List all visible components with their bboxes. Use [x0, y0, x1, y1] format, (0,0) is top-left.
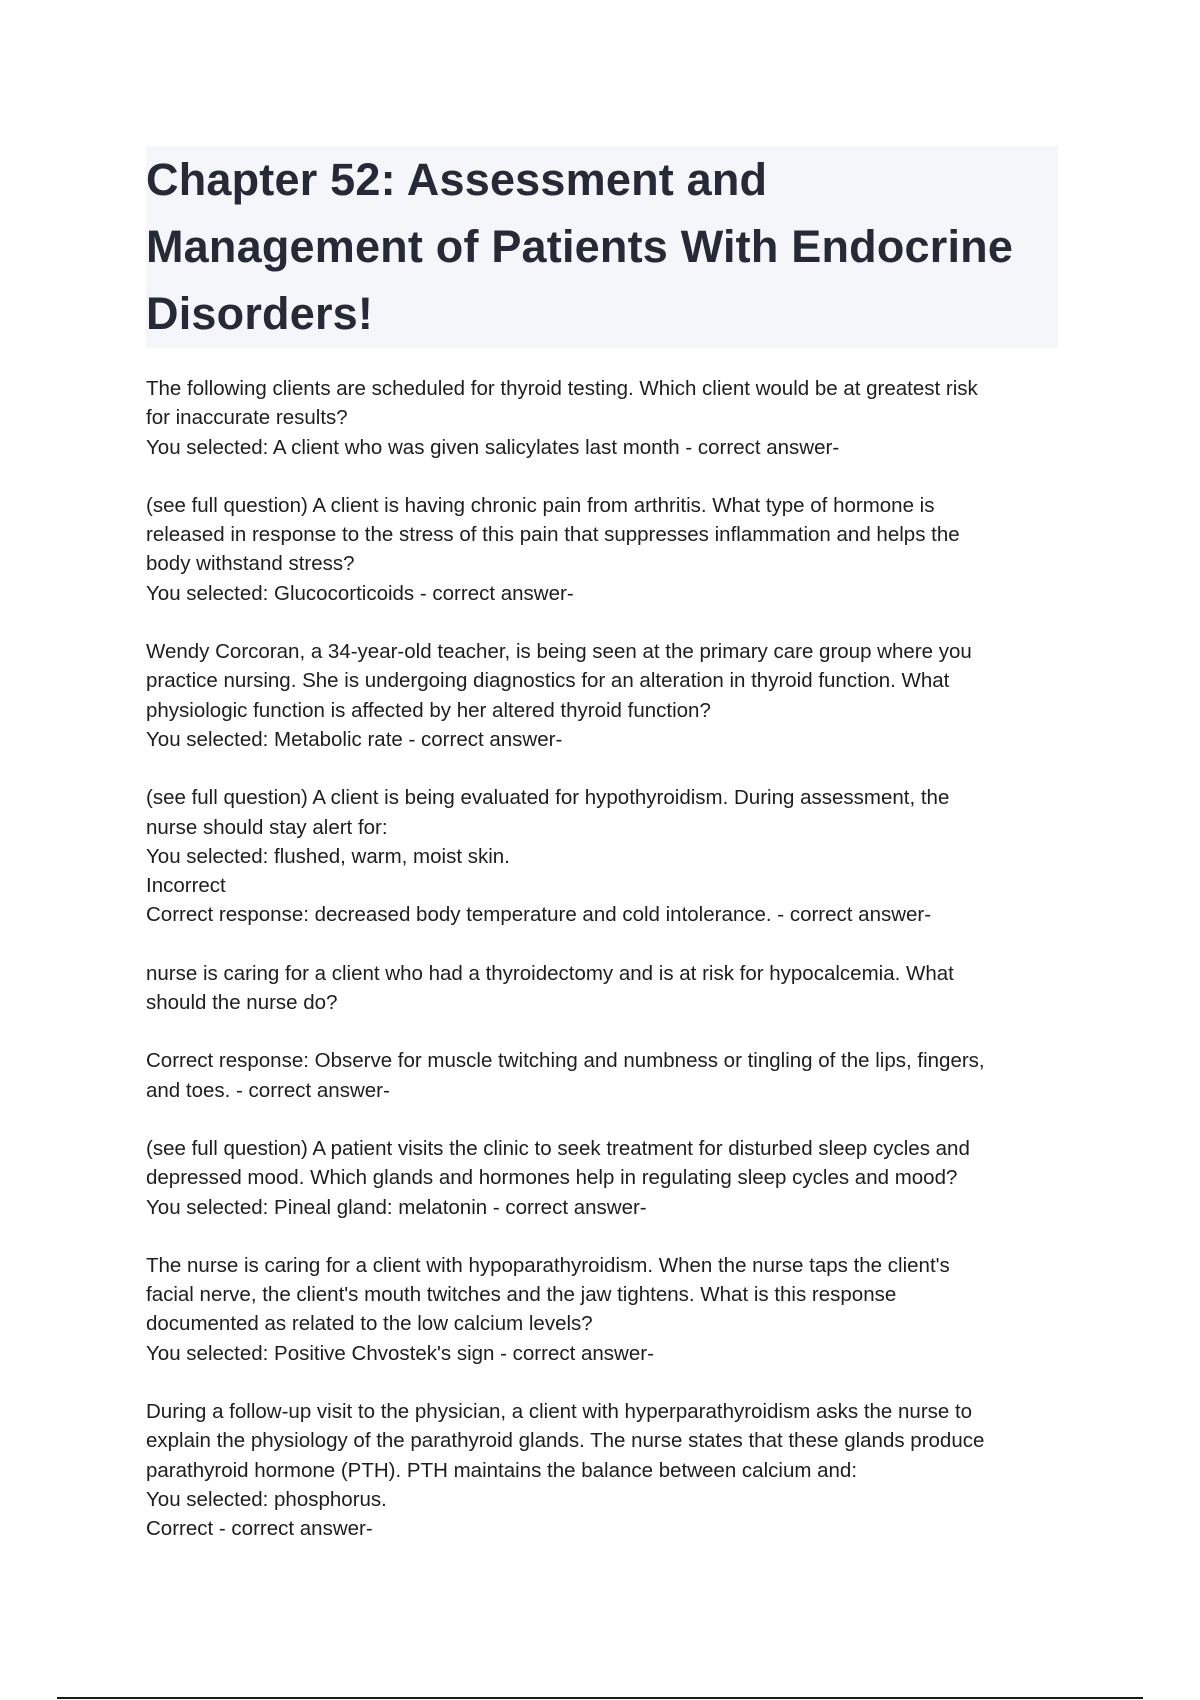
question-item [146, 1397, 1066, 1543]
question-text-line: documented as related to the low calcium levels? [146, 1312, 593, 1336]
question-item [146, 783, 1066, 929]
answer-line: You selected: Metabolic rate - correct answer- [146, 727, 563, 751]
question-text-line: parathyroid hormone (PTH). PTH maintains the balance between calcium and: [146, 1458, 858, 1482]
question-text-line: (see full question) A client is having chronic pain from arthritis. What type of hormone is [146, 493, 935, 517]
question-item [146, 637, 1066, 754]
question-text-line: The nurse is caring for a client with hypoparathyroidism. When the nurse taps the client's [146, 1253, 950, 1277]
answer-line: and toes. - correct answer- [146, 1078, 390, 1102]
question-text-line: depressed mood. Which glands and hormones help in regulating sleep cycles and mood? [146, 1166, 958, 1190]
title-line: Chapter 52: Assessment and [146, 154, 768, 205]
question-text-line: body withstand stress? [146, 552, 355, 576]
question-list [146, 374, 1066, 1573]
question-text-line: nurse is caring for a client who had a thyroidectomy and is at risk for hypocalcemia. What [146, 961, 954, 985]
question-text-line: physiologic function is affected by her altered thyroid function? [146, 698, 711, 722]
answer-line: You selected: A client who was given salicylates last month - correct answer- [146, 435, 840, 459]
question-text-line: released in response to the stress of this pain that suppresses inflammation and helps the [146, 523, 960, 547]
footer-divider [57, 1697, 1143, 1699]
result-line: Correct - correct answer- [146, 1517, 373, 1541]
question-text-line: for inaccurate results? [146, 406, 348, 430]
answer-line: Correct response: Observe for muscle twitching and numbness or tingling of the lips, fingers, [146, 1049, 985, 1073]
question-text-line: practice nursing. She is undergoing diagnostics for an alteration in thyroid function. What [146, 669, 950, 693]
title-line: Management of Patients With Endocrine [146, 221, 1014, 272]
question-text-line: facial nerve, the client's mouth twitches and the jaw tightens. What is this response [146, 1283, 897, 1307]
question-item [146, 374, 1066, 462]
question-text-line: (see full question) A patient visits the clinic to seek treatment for disturbed sleep cycles and [146, 1136, 970, 1160]
answer-line: You selected: phosphorus. [146, 1487, 387, 1511]
question-text-line: The following clients are scheduled for thyroid testing. Which client would be at greatest risk [146, 377, 978, 400]
question-item [146, 491, 1066, 608]
answer-line: You selected: Positive Chvostek's sign - correct answer- [146, 1341, 654, 1365]
answer-line: You selected: Glucocorticoids - correct answer- [146, 581, 574, 605]
question-text-line: nurse should stay alert for: [146, 815, 388, 839]
question-text-line: During a follow-up visit to the physician, a client with hyperparathyroidism asks the nurse to [146, 1400, 973, 1424]
question-text-line: explain the physiology of the parathyroid glands. The nurse states that these glands produce [146, 1429, 985, 1453]
question-item [146, 1134, 1066, 1222]
question-text-line: (see full question) A client is being evaluated for hypothyroidism. During assessment, the [146, 786, 950, 810]
title-line: Disorders! [146, 288, 374, 339]
answer-line: You selected: Pineal gland: melatonin - correct answer- [146, 1195, 647, 1219]
question-text-line: should the nurse do? [146, 991, 338, 1015]
answer-line: Correct response: decreased body temperature and cold intolerance. - correct answer- [146, 903, 932, 927]
page-title [146, 146, 1046, 347]
title-banner [146, 146, 1058, 348]
answer-line: You selected: flushed, warm, moist skin. [146, 844, 510, 868]
result-line: Incorrect [146, 874, 226, 898]
question-item [146, 959, 1066, 1018]
question-text-line: Wendy Corcoran, a 34-year-old teacher, is being seen at the primary care group where you [146, 640, 972, 664]
question-item [146, 1046, 1066, 1105]
question-item [146, 1251, 1066, 1368]
